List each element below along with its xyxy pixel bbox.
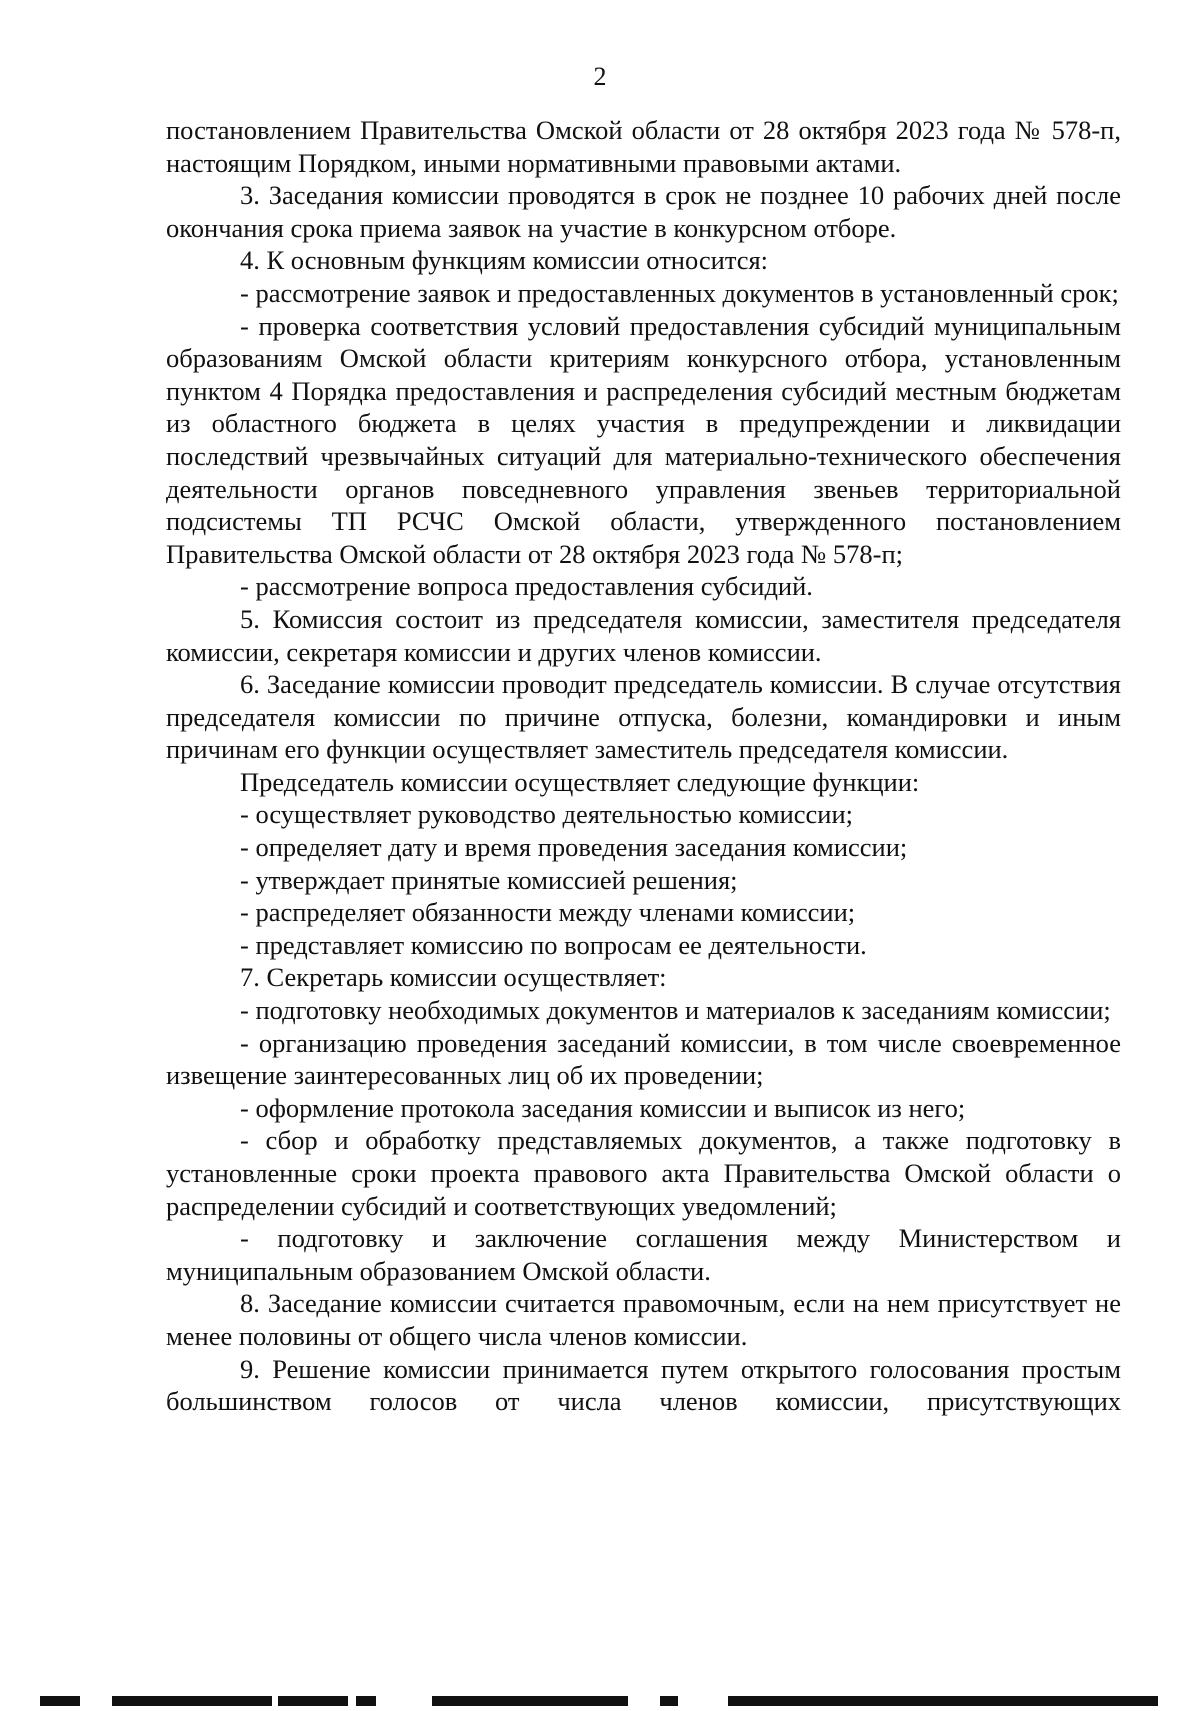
paragraph-item-9: 9. Решение комиссии принимается путем открытого голосования простым большинством голосов от числа членов комиссии, присутствующих <box>166 1353 1121 1417</box>
document-body <box>166 114 1121 1418</box>
paragraph-chairman-functions: Председатель комиссии осуществляет следующие функции: <box>240 766 920 797</box>
paragraph-item-4: 4. К основным функциям комиссии относится: <box>240 245 769 276</box>
scan-edge-mark <box>432 1696 628 1706</box>
list-item-review-subsidy-question: - рассмотрение вопроса предоставления субсидий. <box>240 571 813 602</box>
list-item-secretary-2: - организацию проведения заседаний комиссии, в том числе своевременное извещение заинтересованных лиц об их проведении; <box>166 1027 1121 1091</box>
list-item-secretary-5: - подготовку и заключение соглашения между Министерством и муниципальным образованием Омской области. <box>166 1223 1121 1286</box>
list-item-chairman-3: - утверждает принятые комиссией решения; <box>240 864 738 895</box>
scan-edge-mark <box>278 1696 348 1706</box>
list-item-secretary-4: - сбор и обработку представляемых документов, а также подготовку в установленные сроки проекта правового акта Правительства Омской области о распределении субсидий и соответствующих уведомлений; <box>166 1125 1121 1221</box>
list-item-chairman-5: - представляет комиссию по вопросам ее деятельности. <box>240 929 867 960</box>
scan-edge-mark <box>112 1696 272 1706</box>
list-item-secretary-1: - подготовку необходимых документов и материалов к заседаниям комиссии; <box>240 995 1111 1026</box>
paragraph-item-3: 3. Заседания комиссии проводятся в срок не позднее 10 рабочих дней после окончания срока приема заявок на участие в конкурсном отборе. <box>166 180 1121 243</box>
list-item-chairman-4: - распределяет обязанности между членами комиссии; <box>240 897 856 928</box>
scan-edge-mark <box>660 1696 678 1706</box>
paragraph-item-6: 6. Заседание комиссии проводит председатель комиссии. В случае отсутствия председателя комиссии по причине отпуска, болезни, командировки и иным причинам его функции осуществляет заместитель председателя комиссии. <box>166 669 1121 765</box>
scan-edge-mark <box>728 1696 1158 1706</box>
scan-edge-mark <box>40 1696 80 1706</box>
paragraph-item-8: 8. Заседание комиссии считается правомочным, если на нем присутствует не менее половины от общего числа членов комиссии. <box>166 1288 1121 1351</box>
list-item-check-conditions: - проверка соответствия условий предоставления субсидий муниципальным образованиям Омской области критериям конкурсного отбора, установленным пунктом 4 Порядка предоставления и распределения субсидий местным бюджетам из областного бюджета в целях участия в предупреждении и ликвидации последствий чрезвычайных ситуаций для материально-технического обеспечения деятельности органов повседневного управления звеньев территориальной подсистемы ТП РСЧС Омской области, утвержденного постановлением Правительства Омской области от 28 октября 2023 года № 578-п; <box>166 310 1121 569</box>
page-number: 2 <box>593 62 607 91</box>
list-item-chairman-2: - определяет дату и время проведения заседания комиссии; <box>240 832 908 863</box>
scan-edge-mark <box>356 1696 376 1706</box>
list-item-chairman-1: - осуществляет руководство деятельностью комиссии; <box>240 799 854 830</box>
paragraph-item-5: 5. Комиссия состоит из председателя комиссии, заместителя председателя комиссии, секретаря комиссии и других членов комиссии. <box>166 603 1121 667</box>
paragraph-item-7: 7. Секретарь комиссии осуществляет: <box>240 962 667 993</box>
paragraph-continuation: постановлением Правительства Омской области от 28 октября 2023 года № 578-п, настоящим Порядком, иными нормативными правовыми актами. <box>166 115 1121 178</box>
list-item-review-applications: - рассмотрение заявок и предоставленных документов в установленный срок; <box>240 277 1119 308</box>
list-item-secretary-3: - оформление протокола заседания комиссии и выписок из него; <box>240 1092 966 1123</box>
